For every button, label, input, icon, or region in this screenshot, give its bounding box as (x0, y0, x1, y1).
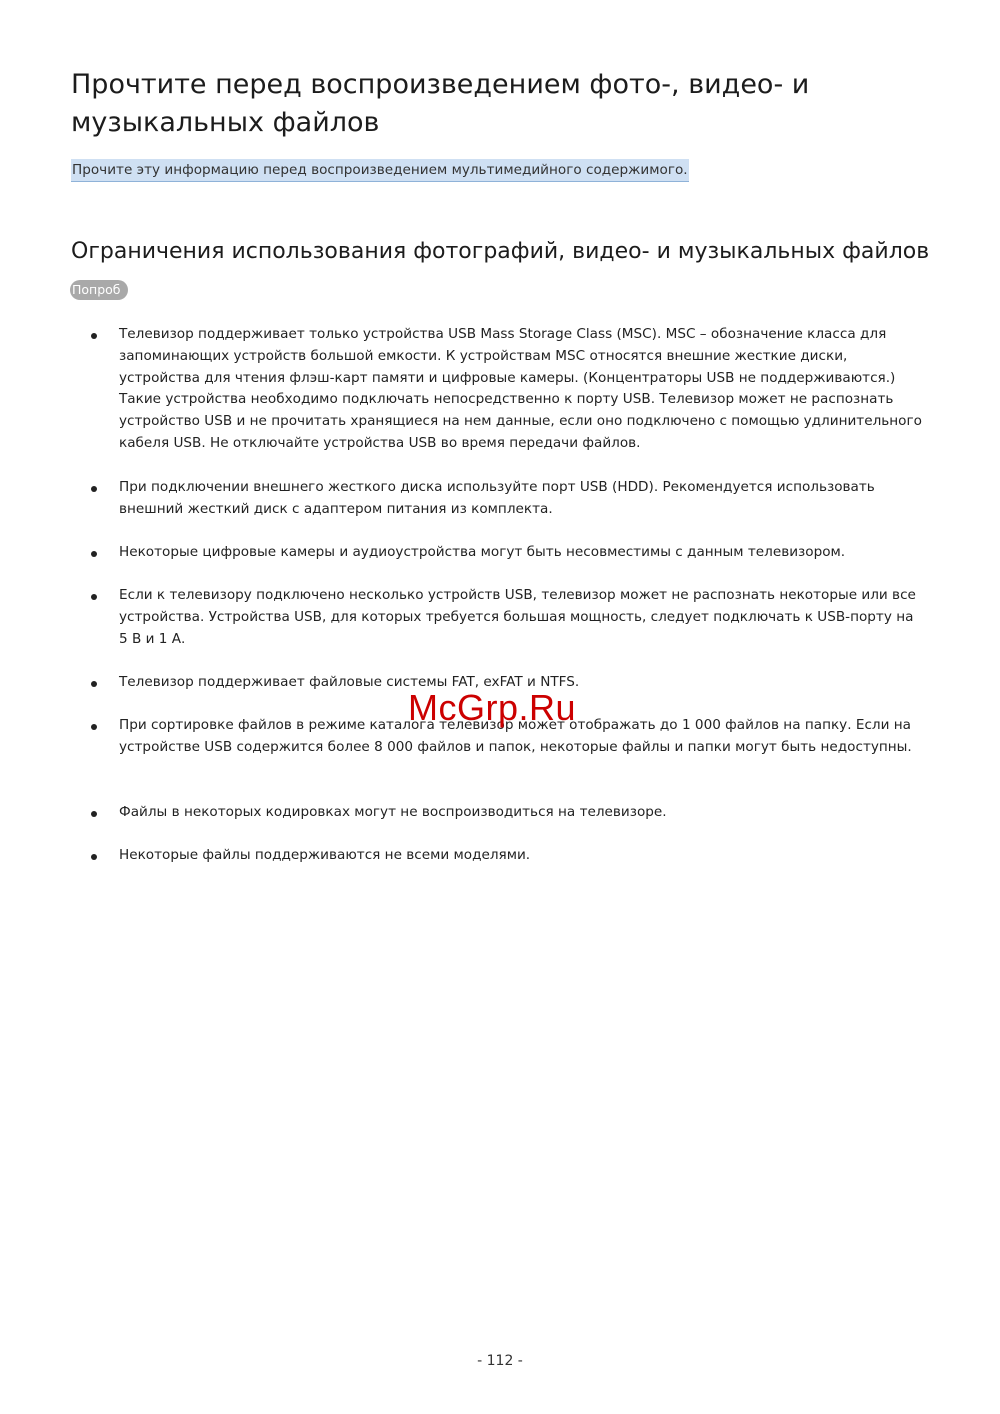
bullet-icon (91, 854, 97, 860)
list-item-text: Телевизор поддерживает файловые системы FAT, exFAT и NTFS. (119, 674, 580, 690)
bullet-icon (91, 724, 97, 730)
bullet-icon (91, 333, 97, 339)
list-item-text: При подключении внешнего жесткого диска используйте порт USB (HDD). Рекомендуется использовать внешний жесткий диск с адаптером питания из комплекта. (119, 479, 875, 517)
list-item-text: Телевизор поддерживает только устройства USB Mass Storage Class (MSC). MSC – обозначение класса для запоминающих устройств большой емкости. К устройствам MSC относятся внешние жесткие диски, устройства для чтения флэш-карт памяти и цифровые камеры. (Концентраторы USB не поддерживаются.) Такие устройства необходимо подключать непосредственно к порту USB. Телевизор может не распознать устройство USB и не прочитать хранящиеся на нем данные, если оно подключено с помощью удлинительного кабеля USB. Не отключайте устройства USB во время передачи файлов. (119, 326, 922, 451)
list-item-text: Некоторые цифровые камеры и аудиоустройства могут быть несовместимы с данным телевизором. (119, 544, 846, 560)
list-item-text: Файлы в некоторых кодировках могут не воспроизводиться на телевизоре. (119, 804, 667, 820)
watermark-logo: McGrp.Ru (408, 687, 577, 728)
section-title: Ограничения использования фотографий, видео- и музыкальных файлов (71, 239, 930, 264)
list-item-text: Если к телевизору подключено несколько устройств USB, телевизор может не распознать некоторые или все устройства. Устройства USB, для которых требуется большая мощность, следует подключать к USB-порту на 5 В и 1 А. (119, 587, 916, 647)
try-now-button[interactable]: Попроб (70, 280, 128, 300)
list-item-text: Некоторые файлы поддерживаются не всеми моделями. (119, 847, 531, 863)
page-number: - 112 - (477, 1353, 523, 1369)
bullet-icon (91, 486, 97, 492)
bullet-icon (91, 594, 97, 600)
page-title: Прочтите перед воспроизведением фото-, видео- и музыкальных файлов (71, 69, 810, 138)
summary-highlight: Прочите эту информацию перед воспроизведением мультимедийного содержимого. (71, 159, 689, 182)
bullet-icon (91, 681, 97, 687)
list-item-text: При сортировке файлов в режиме каталога телевизор может отображать до 1 000 файлов на папку. Если на устройстве USB содержится более 8 000 файлов и папок, некоторые файлы и папки могут быть недоступны. (119, 717, 912, 755)
bullet-icon (91, 811, 97, 817)
bullet-icon (91, 551, 97, 557)
